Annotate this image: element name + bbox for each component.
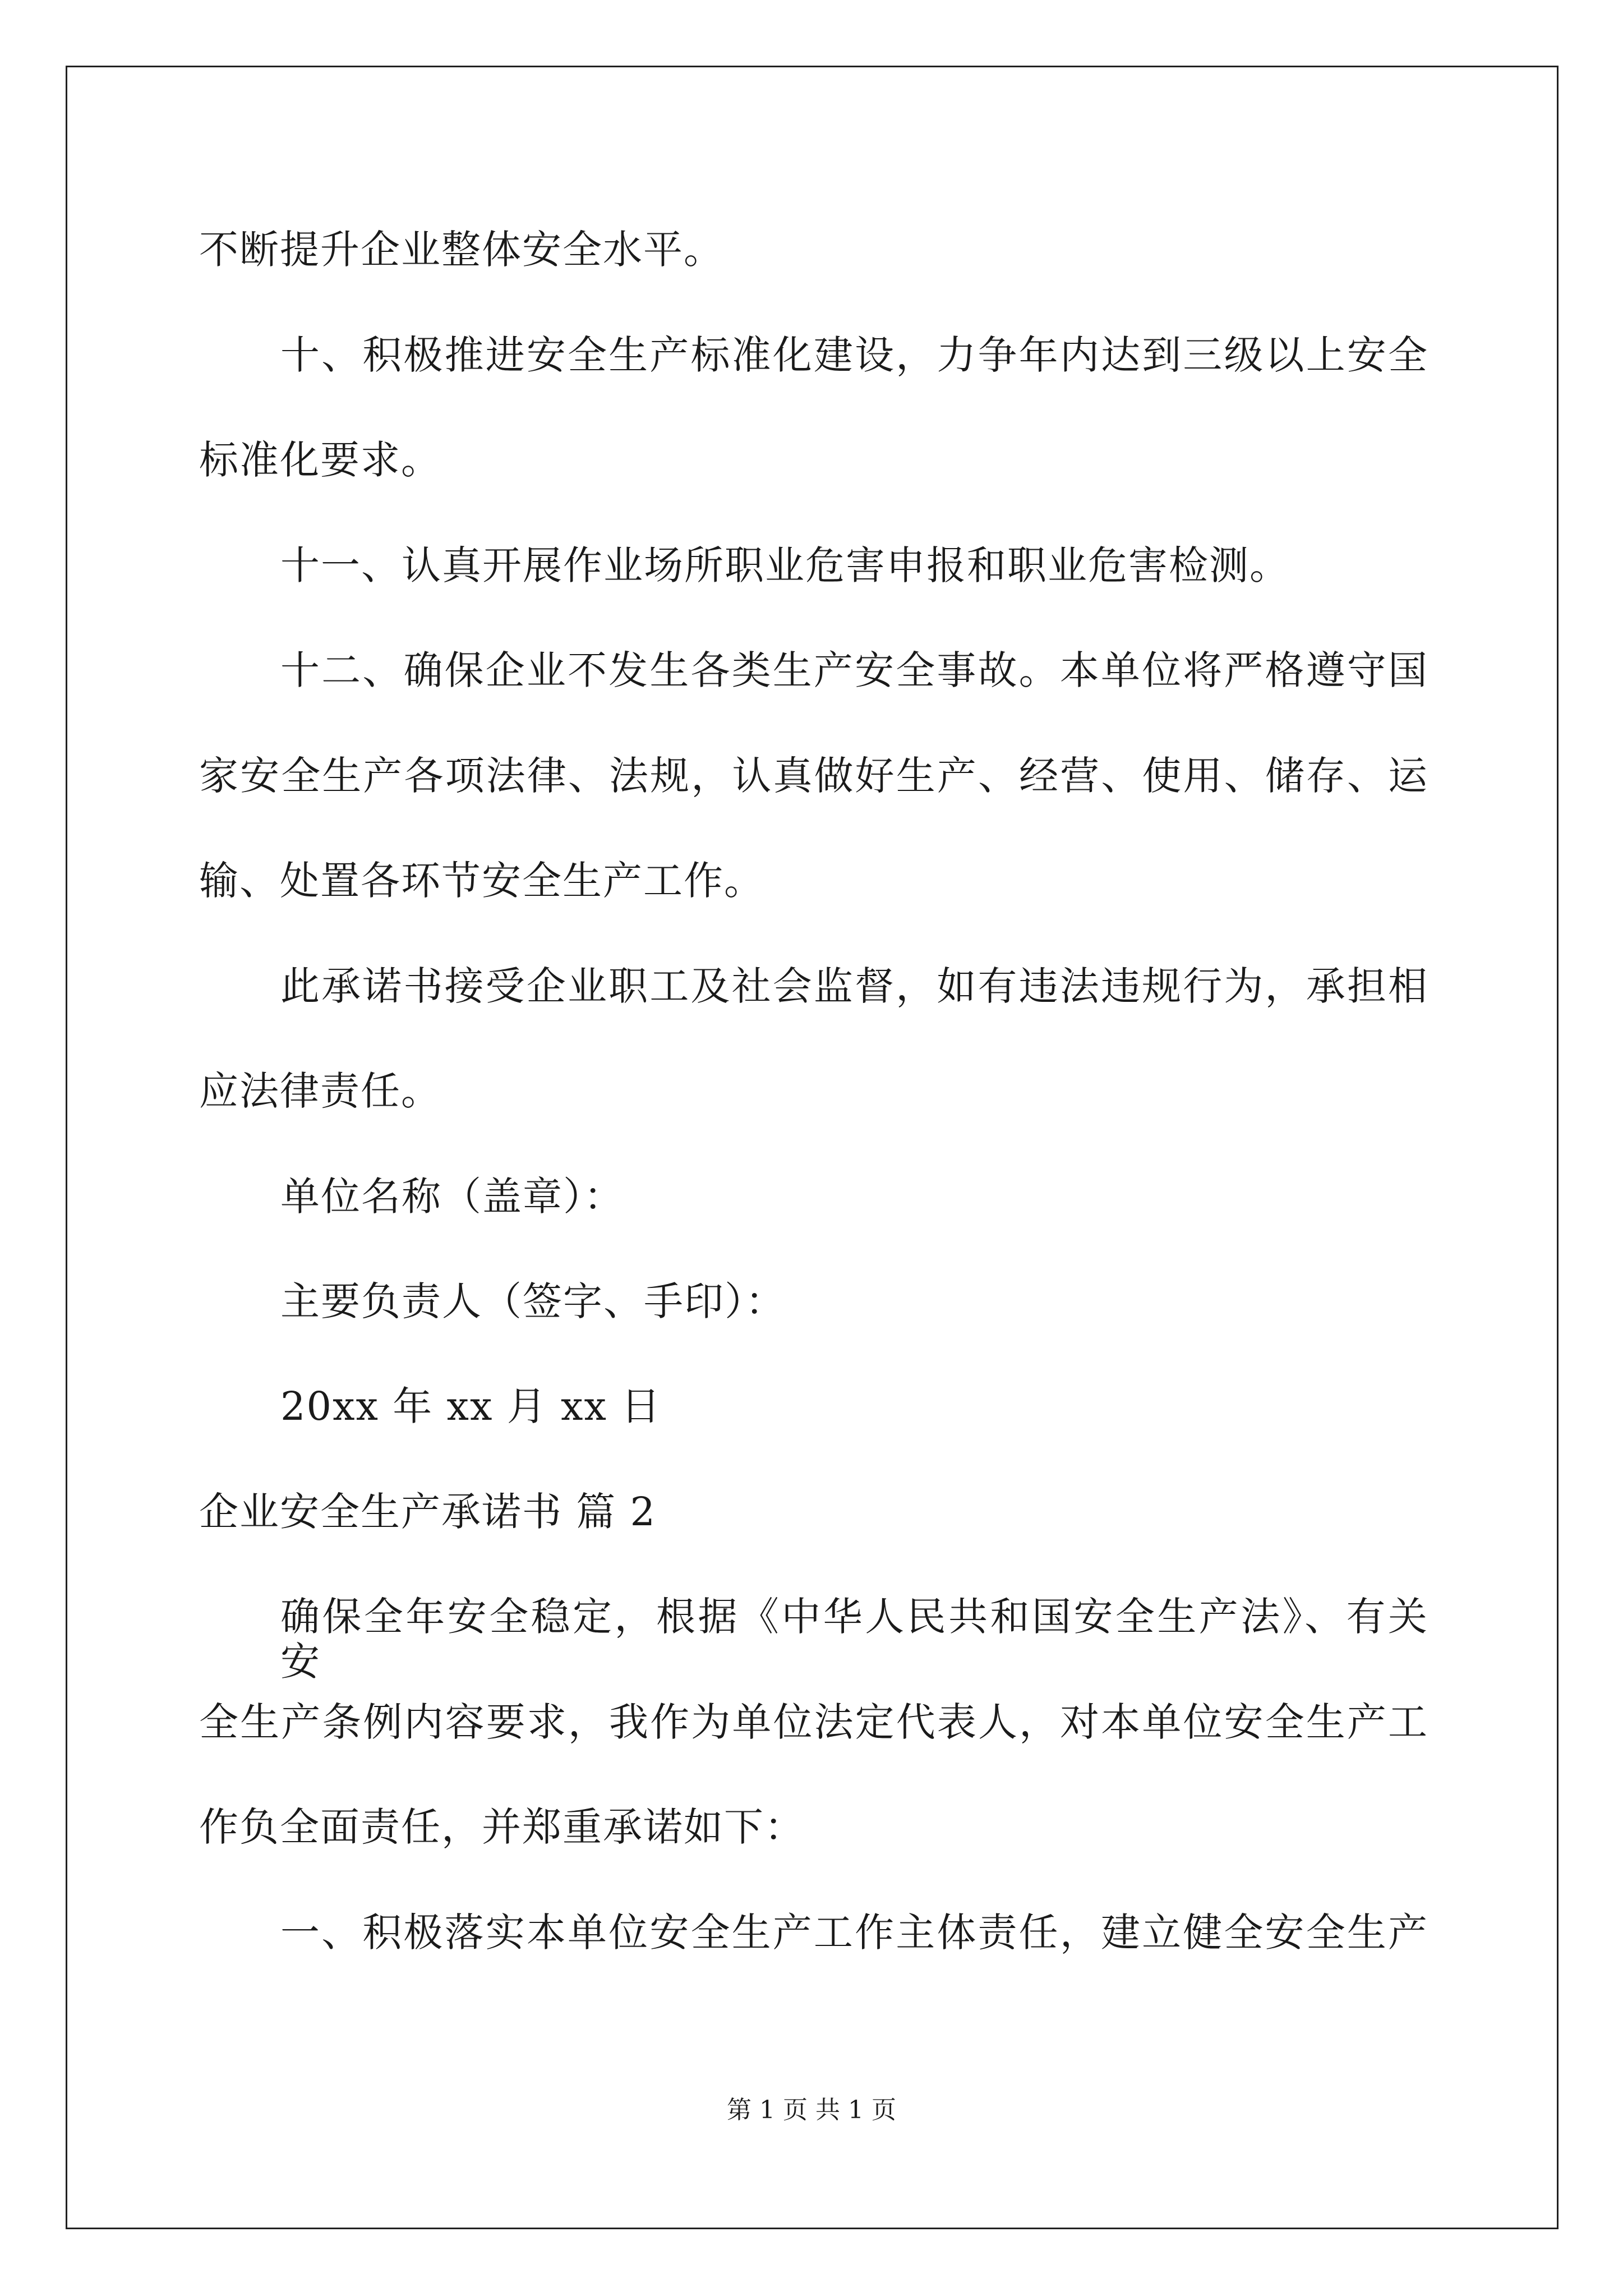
text-line: 单位名称（盖章）： xyxy=(280,1174,624,1220)
text-line: 十一、认真开展作业场所职业危害申报和职业危害检测。 xyxy=(280,542,1290,588)
text-line: 不断提升企业整体安全水平。 xyxy=(199,227,724,273)
text-line: 主要负责人（签字、手印）： xyxy=(280,1278,786,1324)
page-footer: 第 1 页 共 1 页 xyxy=(727,2096,896,2124)
text-line: 十、积极推进安全生产标准化建设，力争年内达到三级以上安全 xyxy=(280,332,1428,378)
page-border xyxy=(66,66,1559,2229)
section-heading: 企业安全生产承诺书 篇 2 xyxy=(199,1489,657,1535)
text-line: 全生产条例内容要求，我作为单位法定代表人，对本单位安全生产工 xyxy=(199,1699,1428,1745)
date-line: 20xx 年 xx 月 xx 日 xyxy=(280,1383,662,1429)
text-line: 十二、确保企业不发生各类生产安全事故。本单位将严格遵守国 xyxy=(280,647,1428,693)
text-line: 输、处置各环节安全生产工作。 xyxy=(199,858,764,904)
text-line: 此承诺书接受企业职工及社会监督，如有违法违规行为，承担相 xyxy=(280,963,1428,1009)
text-line: 标准化要求。 xyxy=(199,437,441,483)
text-line: 家安全生产各项法律、法规，认真做好生产、经营、使用、储存、运 xyxy=(199,753,1428,799)
text-line: 作负全面责任，并郑重承诺如下： xyxy=(199,1804,805,1850)
text-line: 确保全年安全稳定，根据《中华人民共和国安全生产法》、有关安 xyxy=(280,1594,1428,1685)
text-line: 应法律责任。 xyxy=(199,1068,441,1114)
text-line: 一、积极落实本单位安全生产工作主体责任，建立健全安全生产 xyxy=(280,1910,1428,1955)
